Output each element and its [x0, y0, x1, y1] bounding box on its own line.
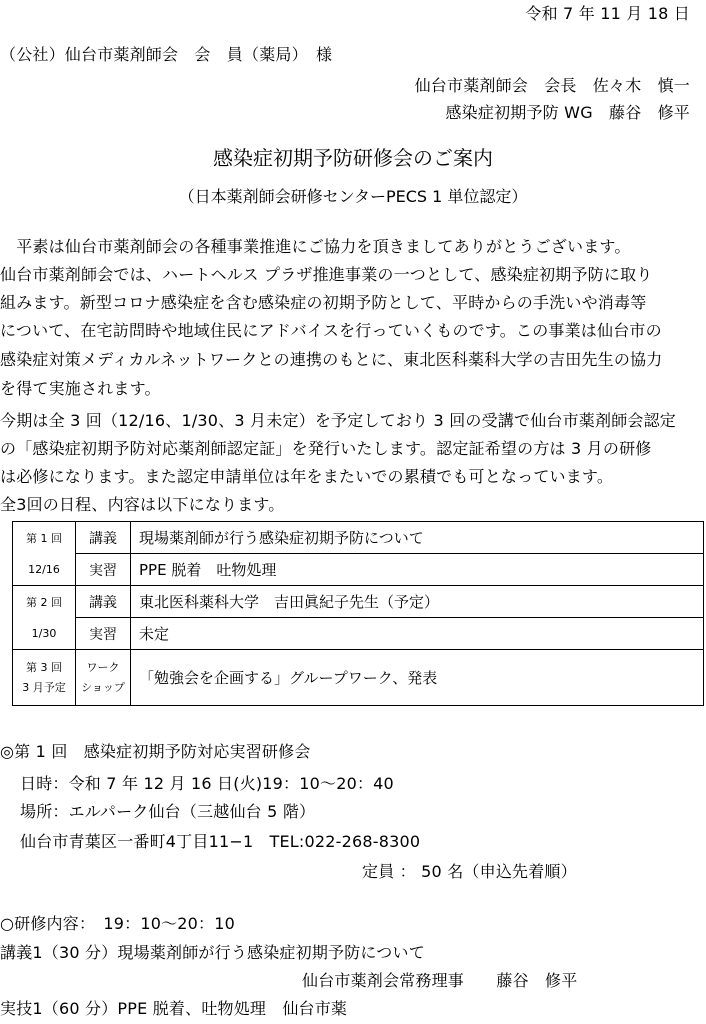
sender-president: 仙台市薬剤師会 会長 佐々木 慎一 [414, 76, 690, 95]
session-content: 「勉強会を企画する」グループワーク、発表 [131, 650, 704, 706]
page-subtitle: （日本薬剤師会研修センターPECS 1 単位認定） [178, 187, 528, 206]
session-type: 実習 [76, 554, 131, 586]
table-row [13, 650, 704, 706]
table-row [13, 586, 704, 618]
addressee: （公社）仙台市薬剤師会 会 員（薬局） 様 [0, 45, 333, 64]
session-number: 第 3 回 [26, 660, 62, 674]
session-number-date [13, 650, 76, 706]
session-date: 1/30 [13, 618, 76, 650]
session-type [76, 650, 131, 706]
session-content: 東北医科薬科大学 吉田眞紀子先生（予定） [131, 586, 704, 618]
session-content: 現場薬剤師が行う感染症初期予防について [131, 522, 704, 554]
session-number: 第 1 回 [13, 522, 76, 554]
body-line: 今期は全 3 回（12/16、1/30、3 月未定）を予定しており 3 回の受講で仙台市薬剤師会認定 [0, 411, 677, 430]
table-row [13, 522, 704, 554]
content-heading: ○研修内容： 19：10～20：10 [0, 914, 235, 933]
sender-wg: 感染症初期予防 WG 藤谷 修平 [445, 103, 690, 122]
session-content: PPE 脱着 吐物処理 [131, 554, 704, 586]
session-datetime: 日時：令和 7 年 12 月 16 日(火)19：10～20：40 [20, 774, 394, 793]
page-title: 感染症初期予防研修会のご案内 [213, 146, 493, 170]
issue-date: 令和 7 年 11 月 18 日 [525, 4, 690, 23]
body-line: 感染症対策メディカルネットワークとの連携のもとに、東北医科薬科大学の吉田先生の協力 [0, 350, 663, 369]
session-type: 講義 [76, 586, 131, 618]
body-line: について、在宅訪問時や地域住民にアドバイスを行っていくものです。この事業は仙台市の [0, 321, 662, 340]
session-date: 12/16 [13, 554, 76, 586]
session-type-line: ワーク [86, 660, 120, 674]
body-line: の「感染症初期予防対応薬剤師認定証」を発行いたします。認定証希望の方は 3 月の研修 [0, 439, 652, 458]
table-row [13, 618, 704, 650]
session-place: 場所：エルパーク仙台（三越仙台 5 階） [20, 802, 316, 821]
body-line: 仙台市薬剤師会では、ハートヘルス プラザ推進事業の一つとして、感染症初期予防に取り [0, 265, 653, 284]
session-heading: ◎第 1 回 感染症初期予防対応実習研修会 [0, 742, 311, 761]
session-number: 第 2 回 [13, 586, 76, 618]
body-line: 平素は仙台市薬剤師会の各種事業推進にご協力を頂きましてありがとうございます。 [0, 237, 631, 256]
session-content: 未定 [131, 618, 704, 650]
body-line: 組みます。新型コロナ感染症を含む感染症の初期予防として、平時からの手洗いや消毒等 [0, 293, 647, 312]
lecturer-line: 仙台市薬剤会常務理事 藤谷 修平 [302, 971, 578, 990]
practice-line: 実技1（60 分）PPE 脱着、吐物処理 仙台市薬 [0, 999, 348, 1018]
schedule-table [12, 521, 704, 706]
body-line: は必修になります。また認定申請単位は年をまたいでの累積でも可となっています。 [0, 467, 614, 486]
session-date: 3 月予定 [22, 680, 66, 694]
body-line: を得て実施されます。 [0, 379, 161, 398]
table-row [13, 554, 704, 586]
session-type: 実習 [76, 618, 131, 650]
lecture-line: 講義1（30 分）現場薬剤師が行う感染症初期予防について [0, 943, 425, 962]
session-type-line: ショップ [81, 680, 125, 694]
body-line: 全3回の日程、内容は以下になります。 [0, 495, 285, 514]
session-type: 講義 [76, 522, 131, 554]
session-capacity: 定員 ： 50 名（申込先着順） [362, 862, 577, 881]
session-address: 仙台市青葉区一番町4丁目11−1 TEL:022-268-8300 [20, 832, 421, 851]
